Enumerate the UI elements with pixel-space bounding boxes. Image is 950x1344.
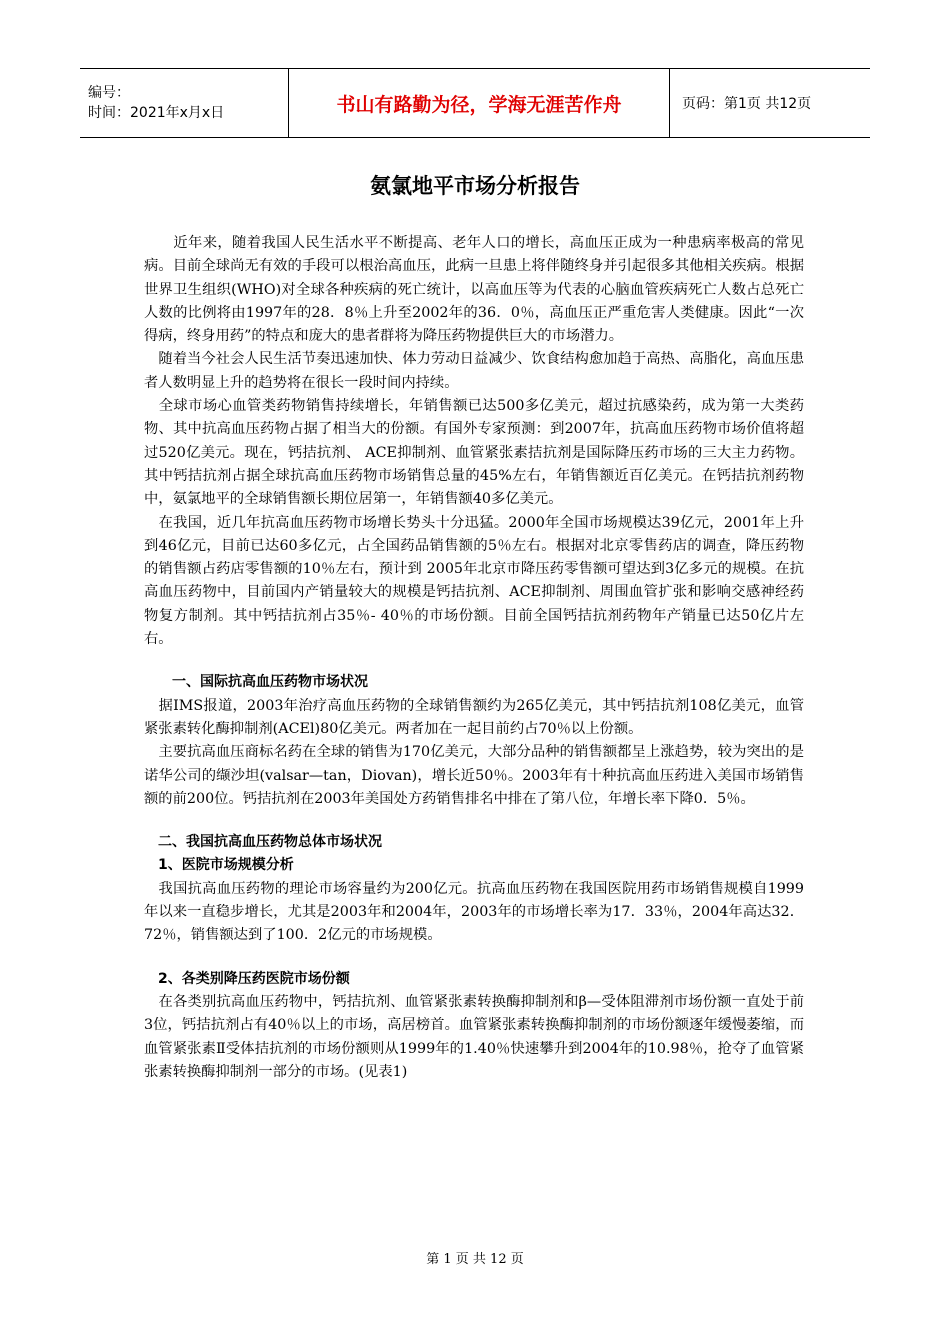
section2-sub1-paragraph: 我国抗高血压药物的理论市场容量约为200亿元。抗高血压药物在我国医院用药市场销售规模自1999年以来一直稳步增长，尤其是2003年和2004年，2003年的市场增长率为17．33％，2004年高达32．72％，销售额达到了100．2亿元的市场规模。	[144, 880, 804, 944]
intro-paragraph-1: 近年来，随着我国人民生活水平不断提高、老年人口的增长，高血压正成为一种患病率极高的常见病。目前全球尚无有效的手段可以根治高血压，此病一旦患上将伴随终身并引起很多其他相关疾病。根据世界卫生组织(WHO)对全球各种疾病的死亡统计，以高血压等为代表的心脑血管疾病死亡人数占总死亡人数的比例将由1997年的28．8％上升至2002年的36．0％，高血压正严重危害人类健康。因此“一次得病，终身用药”的特点和庞大的患者群将为降压药物提供巨大的市场潜力。	[144, 235, 804, 345]
header-table	[80, 68, 870, 138]
document-title: 氨氯地平市场分析报告	[370, 174, 580, 198]
header-motto-cell	[289, 69, 670, 137]
section2-sub1-heading: 1、医院市场规模分析	[144, 857, 294, 874]
section1-paragraph-2: 主要抗高血压商标名药在全球的销售为170亿美元，大部分品种的销售额都呈上涨趋势，较为突出的是诺华公司的缬沙坦(valsar—tan，Diovan)，增长近50％。2003年有十种抗高血压药进入美国市场销售额的前200位。钙拮抗剂在2003年美国处方药销售排名中排在了第八位，年增长率下降0．5％。	[144, 744, 804, 807]
header-page-cell	[670, 69, 870, 137]
header-page-info: 页码：第1页 共12页	[682, 96, 812, 112]
section1-heading: 一、国际抗高血压药物市场状况	[144, 674, 368, 691]
section2-sub2-paragraph: 在各类别抗高血压药物中，钙拮抗剂、血管紧张素转换酶抑制剂和β—受体阻滞剂市场份额一直处于前3位，钙拮抗剂占有40％以上的市场，高居榜首。血管紧张素转换酶抑制剂的市场份额逐年缓慢萎缩，而血管紧张素Ⅱ受体拮抗剂的市场份额则从1999年的1.40％快速攀升到2004年的10.98％，抢夺了血管紧张素转换酶抑制剂一部分的市场。(见表1)	[144, 993, 804, 1080]
header-left-cell	[80, 69, 289, 137]
intro-paragraph-2: 随着当今社会人民生活节奏迅速加快、体力劳动日益减少、饮食结构愈加趋于高热、高脂化，高血压患者人数明显上升的趋势将在很长一段时间内持续。	[144, 351, 804, 391]
header-motto: 书山有路勤为径，学海无涯苦作舟	[336, 93, 622, 116]
document-number-label: 编号：	[88, 85, 130, 101]
document-time-label: 时间：2021年x月x日	[88, 105, 225, 121]
page-footer: 第 1 页 共 12 页	[426, 1252, 524, 1267]
document-body	[144, 232, 804, 1084]
section2-sub2-heading: 2、各类别降压药医院市场份额	[144, 970, 350, 987]
section2-heading: 二、我国抗高血压药物总体市场状况	[144, 834, 382, 851]
section1-paragraph-1: 据IMS报道，2003年治疗高血压药物的全球销售额约为265亿美元，其中钙拮抗剂108亿美元，血管紧张素转化酶抑制剂(ACEl)80亿美元。两者加在一起目前约占70％以上份额。	[144, 697, 804, 737]
intro-paragraph-4: 在我国，近几年抗高血压药物市场增长势头十分迅猛。2000年全国市场规模达39亿元，2001年上升到46亿元，目前已达60多亿元，占全国药品销售额的5％左右。根据对北京零售药店的调查，降压药物的销售额占药店零售额的10％左右，预计到 2005年北京市降压药零售额可望达到3亿多元的规模。在抗高血压药物中，目前国内产销量较大的规模是钙拮抗剂、ACE抑制剂、周围血管扩张和影响交感神经药物复方制剂。其中钙拮抗剂占35％- 40％的市场份额。目前全国钙拮抗剂药物年产销量已达50亿片左右。	[144, 514, 804, 648]
intro-paragraph-3: 全球市场心血管类药物销售持续增长，年销售额已达500多亿美元，超过抗感染药，成为第一大类药物、其中抗高血压药物占据了相当大的份额。有国外专家预测：到2007年，抗高血压药物市场价值将超过520亿美元。现在，钙拮抗剂、 ACE抑制剂、血管紧张素拮抗剂是国际降压药市场的三大主力药物。其中钙拮抗剂占据全球抗高血压药物市场销售总量的45%左右，年销售额近百亿美元。在钙拮抗剂药物中，氨氯地平的全球销售额长期位居第一，年销售额40多亿美元。	[144, 398, 804, 508]
